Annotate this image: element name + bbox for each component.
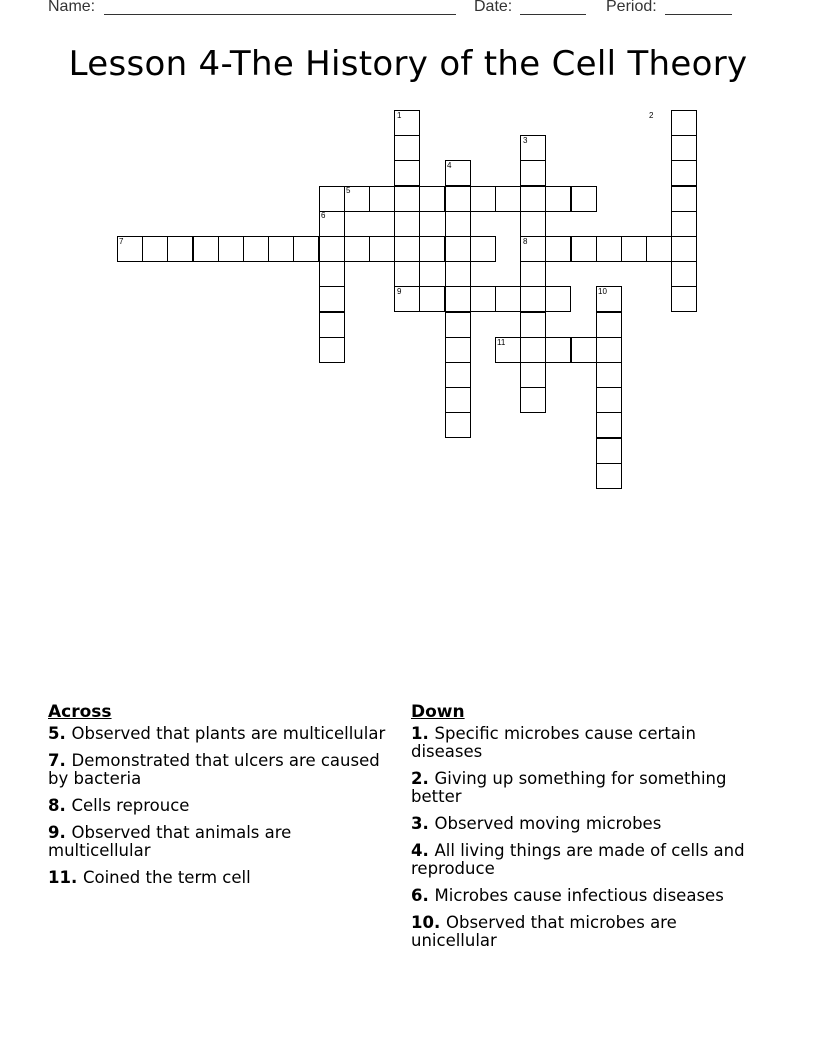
across-clue-7: 7. Demonstrated that ulcers are caused by bacteria [48,751,380,788]
crossword-cell[interactable] [419,186,445,212]
clue-number-10: 10 [598,287,607,296]
crossword-cell[interactable] [571,186,597,212]
down-clue-3: 3. Observed moving microbes [411,814,662,833]
clue-number-4: 4 [447,161,452,170]
crossword-cell[interactable] [596,438,622,464]
crossword-cell[interactable] [545,236,571,262]
crossword-cell[interactable] [394,211,420,237]
crossword-cell[interactable] [671,211,697,237]
crossword-cell[interactable] [369,236,395,262]
crossword-cell[interactable] [268,236,294,262]
crossword-cell[interactable] [369,186,395,212]
crossword-cell[interactable] [445,362,471,388]
clue-number-1: 1 [397,111,402,120]
crossword-cell[interactable] [545,186,571,212]
crossword-cell[interactable] [193,236,219,262]
crossword-grid [0,0,816,480]
crossword-cell[interactable] [394,261,420,287]
clue-number-11: 11 [497,338,506,347]
crossword-cell[interactable] [445,387,471,413]
down-heading: Down [411,702,465,722]
down-clue-1: 1. Specific microbes cause certain diseases [411,724,696,761]
crossword-cell[interactable] [293,236,319,262]
crossword-cell[interactable] [445,211,471,237]
across-heading: Across [48,702,112,722]
across-clue-8: 8. Cells reprouce [48,796,190,815]
crossword-cell[interactable] [596,412,622,438]
crossword-cell[interactable] [596,337,622,363]
clue-number-5: 5 [346,186,351,195]
crossword-cell[interactable] [621,236,647,262]
crossword-cell[interactable] [394,236,420,262]
crossword-cell[interactable] [520,160,546,186]
name-label: Name: [48,0,96,15]
across-clue-5: 5. Observed that plants are multicellular [48,724,386,743]
clue-number-2: 2 [649,111,654,120]
crossword-cell[interactable] [545,286,571,312]
crossword-cell[interactable] [470,286,496,312]
crossword-cell[interactable] [520,312,546,338]
crossword-cell[interactable] [520,387,546,413]
crossword-cell[interactable] [394,135,420,161]
crossword-cell[interactable] [319,261,345,287]
clue-number-8: 8 [523,237,528,246]
crossword-cell[interactable] [445,186,471,212]
clue-number-7: 7 [119,237,124,246]
page-title: Lesson 4-The History of the Cell Theory [68,44,748,84]
clue-number-6: 6 [321,211,326,220]
crossword-cell[interactable] [470,186,496,212]
clue-number-9: 9 [397,287,402,296]
crossword-cell[interactable] [596,236,622,262]
crossword-cell[interactable] [445,236,471,262]
crossword-cell[interactable] [646,236,672,262]
crossword-cell[interactable] [470,236,496,262]
clue-number-3: 3 [523,136,528,145]
across-clue-11: 11. Coined the term cell [48,868,251,887]
crossword-cell[interactable] [520,337,546,363]
crossword-cell[interactable] [445,286,471,312]
crossword-cell[interactable] [445,312,471,338]
crossword-cell[interactable] [596,463,622,489]
crossword-cell[interactable] [394,160,420,186]
down-clue-4: 4. All living things are made of cells and reproduce [411,841,745,878]
crossword-cell[interactable] [319,236,345,262]
crossword-cell[interactable] [520,286,546,312]
crossword-cell[interactable] [319,312,345,338]
down-clue-10: 10. Observed that microbes are unicellular [411,913,677,950]
crossword-cell[interactable] [344,236,370,262]
date-label: Date: [474,0,513,15]
crossword-cell[interactable] [671,236,697,262]
crossword-cell[interactable] [495,186,521,212]
crossword-cell[interactable] [419,236,445,262]
crossword-cell[interactable] [520,186,546,212]
crossword-cell[interactable] [596,387,622,413]
crossword-cell[interactable] [671,160,697,186]
crossword-cell[interactable] [167,236,193,262]
across-clue-9: 9. Observed that animals are multicellular [48,823,292,860]
down-clues [411,701,751,959]
crossword-cell[interactable] [445,412,471,438]
period-label: Period: [606,0,657,15]
crossword-cell[interactable] [319,286,345,312]
crossword-cell[interactable] [671,110,697,136]
crossword-cell[interactable] [571,236,597,262]
crossword-cell[interactable] [419,286,445,312]
crossword-cell[interactable] [671,261,697,287]
crossword-cell[interactable] [671,286,697,312]
down-clue-2: 2. Giving up something for something better [411,769,727,806]
crossword-cell[interactable] [671,186,697,212]
across-clues [48,701,388,896]
crossword-cell[interactable] [319,186,345,212]
crossword-cell[interactable] [445,337,471,363]
crossword-cell[interactable] [520,261,546,287]
crossword-cell[interactable] [142,236,168,262]
crossword-cell[interactable] [596,312,622,338]
crossword-cell[interactable] [671,135,697,161]
crossword-cell[interactable] [495,286,521,312]
crossword-cell[interactable] [243,236,269,262]
crossword-cell[interactable] [218,236,244,262]
crossword-cell[interactable] [545,337,571,363]
crossword-cell[interactable] [596,362,622,388]
crossword-cell[interactable] [571,337,597,363]
down-clue-6: 6. Microbes cause infectious diseases [411,886,724,905]
crossword-cell[interactable] [445,261,471,287]
crossword-cell[interactable] [319,337,345,363]
crossword-cell[interactable] [394,186,420,212]
crossword-cell[interactable] [520,362,546,388]
crossword-cell[interactable] [520,211,546,237]
